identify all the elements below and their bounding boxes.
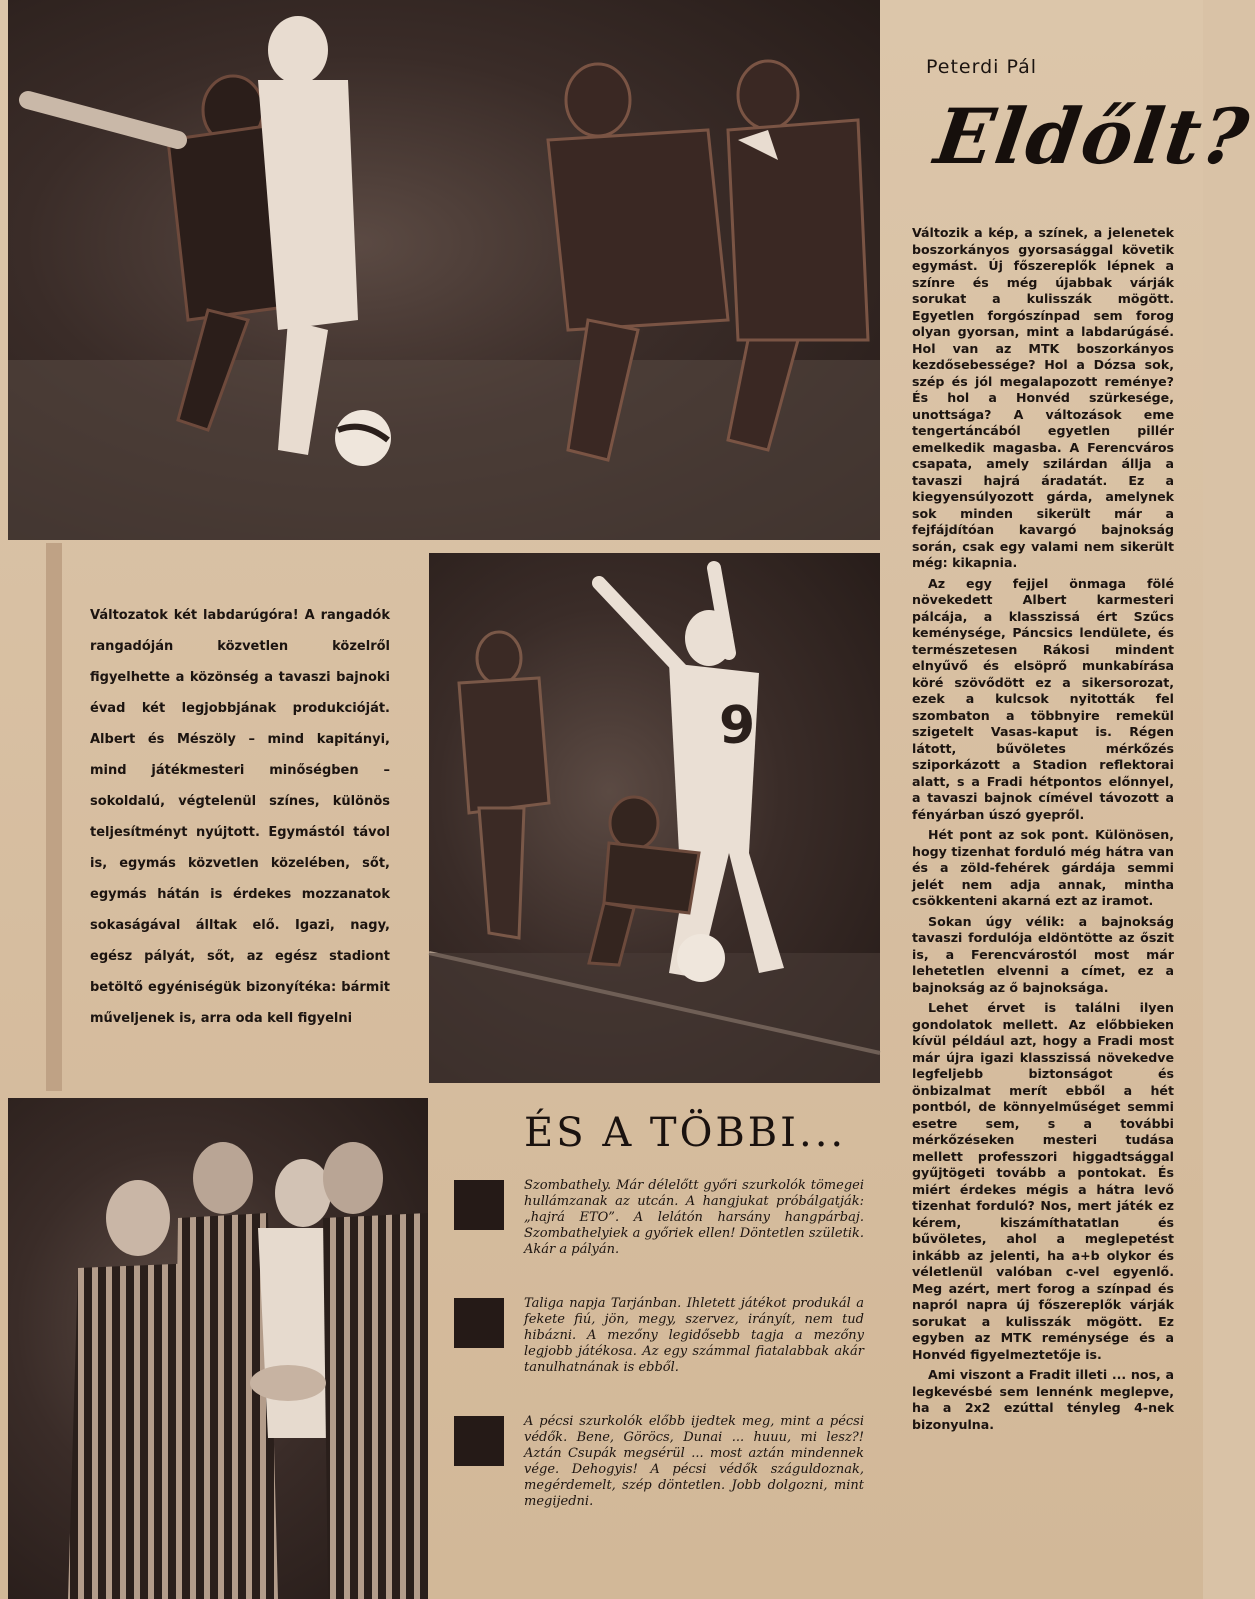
list-item bbox=[454, 1178, 884, 1280]
article-paragraph: Lehet érvet is találni ilyen gondolatok mellett. Az előbbieken kívül például azt, hogy a Fradi most már újra igazi klasszissá növekedve legfeljebb biztonságot és önbizalmat merít ebből a hét pontból, de könnyelműséget semmi esetre sem, s a további mérkőzéseken mesteri tudása mellett professzori higgadtsággal gyűjtögeti tovább a pontokat. És miért érdekes mégis a hátra levő tizenhat forduló? Nos, mert játék ez kérem, kiszámíthatatlan és bűvöletes, ahol a meglepetést inkább az jelenti, ha a+b olykor és véletlenül valóban c-vel egyenlő. Meg azért, mert forog a színpad és napról napra új főszereplők várják sorukat a kulisszák mögött. Ez egyben az MTK reménysége és a Honvéd figyelmeztetője is. bbox=[912, 1000, 1174, 1362]
article-paragraph: Az egy fejjel önmaga fölé növekedett Albert karmesteri pálcája, a klasszissá ért Szűcs keménysége, Páncsics lendülete, és természetesen Rákosi mindent elnyűvő és elsöprő munkabírása köré szövődött ez a sikersorozat, ezek a kulcsok nyitották fel szombaton a többnyire remekül szigetelt Vasas-kaput is. Régen látott, bűvöletes mérkőzés sziporkázott a Stadion reflektorai alatt, s a Fradi hétpontos előnnyel, a tavaszi bajnok címével távozott a fényárban úszó gyepről. bbox=[912, 575, 1174, 822]
item-text: Szombathely. Már délelőtt győri szurkolók tömegei hullámzanak az utcán. A hangjukat próbálgatják: „hajrá ETO”. A lelátón harsány hangpárbaj. Szombathelyiek a győriek ellen! Döntetlen születik. Akár a pályán. bbox=[524, 1178, 864, 1257]
author-byline: Peterdi Pál bbox=[926, 56, 1037, 78]
match-photo-bottom bbox=[8, 1098, 428, 1599]
captains-handshake-illustration bbox=[8, 1098, 428, 1599]
article-paragraph: Sokan úgy vélik: a bajnokság tavaszi fordulója eldöntötte az őszit is, a Ferencvárostól most már lehetetlen elvenni a címet, ez a bajnokság az ő bajnoksága. bbox=[912, 913, 1174, 995]
article-headline: Eldőlt? bbox=[929, 92, 1255, 181]
article-paragraph: Ami viszont a Fradit illeti ... nos, a legkevésbé sem lennénk meglepve, ha a 2x2 ezúttal tényleg 4-nek bizonyulna. bbox=[912, 1367, 1174, 1432]
item-text: Taliga napja Tarjánban. Ihletett játékot produkál a fekete fiú, jön, megy, szervez, irányít, nem tud hibázni. A mezőny legidősebb tagja a mezőny legjobb játékosa. Az egy számmal fiatalabbak akár tanulhatnának is ebből. bbox=[524, 1296, 864, 1375]
photo-caption: Változatok két labdarúgóra! A rangadók rangadóján közvetlen közelről figyelhette a közönség a tavaszi bajnoki évad két legjobbjának produkcióját. Albert és Mészöly – mind kapitányi, mind játékmesteri minőségben – sokoldalú, végtelenül színes, különös teljesítményt nyújtott. Egymástól távol is, egymás közvetlen közelében, sőt, egymás hátán is érdekes mozzanatok sokaságával álltak elő. Igazi, nagy, egész pályát, sőt, az egész stadiont betöltő egyéniségük bizonyítéka: bármit műveljenek is, arra oda kell figyelni bbox=[90, 608, 390, 1026]
article-body bbox=[912, 225, 1174, 1437]
article-paragraph: Hét pont az sok pont. Különösen, hogy tizenhat forduló még hátra van és a zöld-fehérek gárdája semmi jelét nem adja annak, mintha csökkenteni akarná ezt az iramot. bbox=[912, 827, 1174, 908]
bullet-square-icon bbox=[454, 1180, 504, 1230]
match-photo-top bbox=[8, 0, 880, 540]
bullet-square-icon bbox=[454, 1416, 504, 1466]
match-photo-middle bbox=[429, 553, 880, 1083]
others-list bbox=[454, 1178, 884, 1532]
section-title-others: ÉS A TÖBBI... bbox=[524, 1110, 847, 1156]
article-paragraph: Változik a kép, a színek, a jelenetek boszorkányos gyorsasággal követik egymást. Új főszereplők lépnek a színre és még újabbak várják sorukat a kulisszák mögött. Egyetlen forgószínpad sem forog olyan gyorsan, mint a labdarúgásé. Hol van az MTK boszorkányos kezdősebessége? Hol a Dózsa sok, szép és jól megalapozott reménye? És hol a Honvéd szürkesége, unottsága? A változások eme tengertáncából egyetlen pillér emelkedik magasba. A Ferencváros csapata, amely szilárdan állja a tavaszi hajrá áradatát. Ez a kiegyensúlyozott gárda, amelynek sok minden sikerült már a fejfájdítóan kavargó bajnokság során, csak egy valami nem sikerült még: kikapnia. bbox=[912, 225, 1174, 570]
list-item bbox=[454, 1296, 884, 1398]
heading-duel-illustration bbox=[429, 553, 880, 1083]
list-item bbox=[454, 1414, 884, 1516]
shirt-number: 9 bbox=[719, 696, 756, 756]
item-text: A pécsi szurkolók előbb ijedtek meg, mint a pécsi védők. Bene, Göröcs, Dunai ... huuu, mi lesz?! Aztán Csupák megsérül ... most aztán mindennek vége. Dehogyis! A pécsi védők száguldoznak, megérdemelt, szép döntetlen. Jobb dolgozni, mint megijedni. bbox=[524, 1414, 864, 1509]
football-action-illustration bbox=[8, 0, 880, 540]
bullet-square-icon bbox=[454, 1298, 504, 1348]
